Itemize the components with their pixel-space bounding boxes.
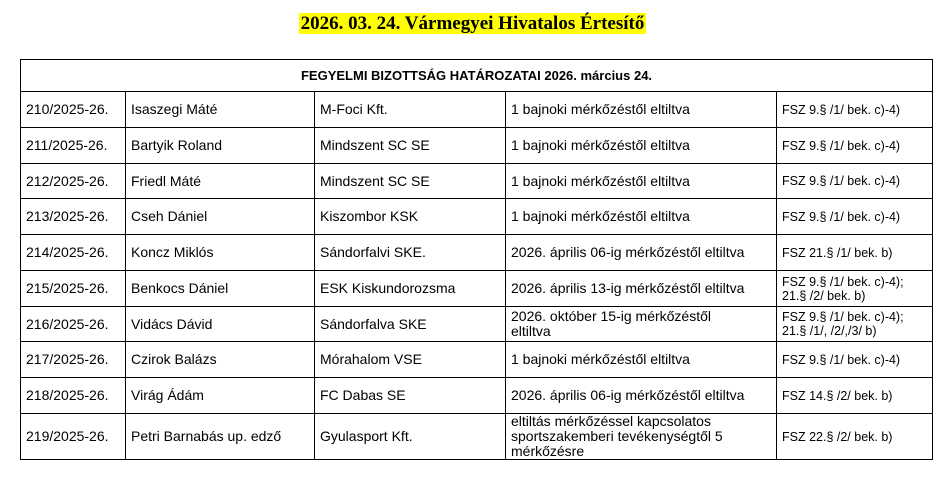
penalty-cell: 1 bajnoki mérkőzéstől eltiltva bbox=[506, 199, 777, 235]
person-name-cell: Koncz Miklós bbox=[126, 235, 315, 271]
table-header: FEGYELMI BIZOTTSÁG HATÁROZATAI 2026. március 24. bbox=[21, 60, 933, 92]
case-number-cell: 217/2025-26. bbox=[21, 342, 126, 378]
club-name-cell: Mórahalom VSE bbox=[315, 342, 506, 378]
case-number-cell: 210/2025-26. bbox=[21, 92, 126, 128]
table-header-row bbox=[21, 60, 933, 92]
legal-basis-cell: FSZ 9.§ /1/ bek. c)-4) bbox=[777, 128, 933, 164]
person-name-cell: Cseh Dániel bbox=[126, 199, 315, 235]
person-name-cell: Virág Ádám bbox=[126, 378, 315, 414]
page-title bbox=[0, 12, 945, 38]
person-name-cell: Friedl Máté bbox=[126, 164, 315, 199]
table-row bbox=[21, 342, 933, 378]
table-row bbox=[21, 307, 933, 342]
person-name-cell: Czirok Balázs bbox=[126, 342, 315, 378]
person-name-cell: Benkocs Dániel bbox=[126, 271, 315, 307]
legal-basis-cell: FSZ 9.§ /1/ bek. c)-4); 21.§ /2/ bek. b) bbox=[777, 271, 933, 307]
club-name-cell: Sándorfalva SKE bbox=[315, 307, 506, 342]
decisions-table bbox=[20, 59, 933, 460]
table-row bbox=[21, 164, 933, 199]
case-number-cell: 218/2025-26. bbox=[21, 378, 126, 414]
person-name-cell: Vidács Dávid bbox=[126, 307, 315, 342]
table-row bbox=[21, 199, 933, 235]
person-name-cell: Bartyik Roland bbox=[126, 128, 315, 164]
case-number-cell: 212/2025-26. bbox=[21, 164, 126, 199]
case-number-cell: 219/2025-26. bbox=[21, 414, 126, 460]
table-row bbox=[21, 92, 933, 128]
legal-basis-cell: FSZ 9.§ /1/ bek. c)-4) bbox=[777, 164, 933, 199]
legal-basis-cell: FSZ 14.§ /2/ bek. b) bbox=[777, 378, 933, 414]
person-name-cell: Isaszegi Máté bbox=[126, 92, 315, 128]
club-name-cell: M-Foci Kft. bbox=[315, 92, 506, 128]
penalty-cell: 1 bajnoki mérkőzéstől eltiltva bbox=[506, 342, 777, 378]
case-number-cell: 213/2025-26. bbox=[21, 199, 126, 235]
legal-basis-cell: FSZ 9.§ /1/ bek. c)-4) bbox=[777, 92, 933, 128]
table-row bbox=[21, 414, 933, 460]
penalty-cell: 2026. április 06-ig mérkőzéstől eltiltva bbox=[506, 235, 777, 271]
club-name-cell: Gyulasport Kft. bbox=[315, 414, 506, 460]
case-number-cell: 216/2025-26. bbox=[21, 307, 126, 342]
table-row bbox=[21, 271, 933, 307]
legal-basis-cell: FSZ 9.§ /1/ bek. c)-4) bbox=[777, 342, 933, 378]
penalty-cell: 1 bajnoki mérkőzéstől eltiltva bbox=[506, 164, 777, 199]
table-row bbox=[21, 128, 933, 164]
case-number-cell: 215/2025-26. bbox=[21, 271, 126, 307]
case-number-cell: 214/2025-26. bbox=[21, 235, 126, 271]
legal-basis-cell: FSZ 9.§ /1/ bek. c)-4) bbox=[777, 199, 933, 235]
penalty-cell: 1 bajnoki mérkőzéstől eltiltva bbox=[506, 128, 777, 164]
penalty-cell: 1 bajnoki mérkőzéstől eltiltva bbox=[506, 92, 777, 128]
legal-basis-cell: FSZ 22.§ /2/ bek. b) bbox=[777, 414, 933, 460]
penalty-cell: 2026. április 13-ig mérkőzéstől eltiltva bbox=[506, 271, 777, 307]
page-title-text: 2026. 03. 24. Vármegyei Hivatalos Értesítő bbox=[300, 13, 645, 34]
case-number-cell: 211/2025-26. bbox=[21, 128, 126, 164]
club-name-cell: Mindszent SC SE bbox=[315, 164, 506, 199]
club-name-cell: FC Dabas SE bbox=[315, 378, 506, 414]
table-row bbox=[21, 378, 933, 414]
club-name-cell: ESK Kiskundorozsma bbox=[315, 271, 506, 307]
club-name-cell: Sándorfalvi SKE. bbox=[315, 235, 506, 271]
penalty-cell: 2026. április 06-ig mérkőzéstől eltiltva bbox=[506, 378, 777, 414]
club-name-cell: Kiszombor KSK bbox=[315, 199, 506, 235]
table-row bbox=[21, 235, 933, 271]
club-name-cell: Mindszent SC SE bbox=[315, 128, 506, 164]
penalty-cell: 2026. október 15-ig mérkőzéstől eltiltva bbox=[506, 307, 777, 342]
legal-basis-cell: FSZ 9.§ /1/ bek. c)-4); 21.§ /1/, /2/,/3/ b) bbox=[777, 307, 933, 342]
legal-basis-cell: FSZ 21.§ /1/ bek. b) bbox=[777, 235, 933, 271]
person-name-cell: Petri Barnabás up. edző bbox=[126, 414, 315, 460]
penalty-cell: eltiltás mérkőzéssel kapcsolatos sportszakemberi tevékenységtől 5 mérkőzésre bbox=[506, 414, 777, 460]
